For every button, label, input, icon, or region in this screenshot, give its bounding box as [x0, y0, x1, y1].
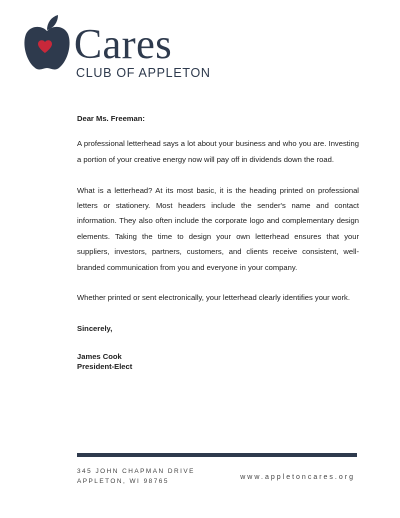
letter-closing: Sincerely,: [77, 324, 113, 334]
address-line-2: APPLETON, WI 98765: [77, 478, 169, 485]
letter-body: [77, 111, 359, 372]
address-line-1: 345 JOHN CHAPMAN DRIVE: [77, 468, 195, 475]
footer-divider: [77, 453, 357, 457]
letter-paragraph: Whether printed or sent electronically, your letterhead clearly identifies your work.: [77, 293, 350, 303]
letter-paragraph: A professional letterhead says a lot about your business and who you are. Investing a portion of your creative energy now will pay off in dividends down the road.: [77, 139, 359, 164]
apple-heart-icon: [22, 14, 72, 72]
signer-name: James Cook: [77, 352, 122, 362]
letter-paragraph: What is a letterhead? At its most basic, it is the heading printed on professional letters or stationery. Most headers include the sender's name and contact information. They also often include the corporate logo and complementary design elements. Taking the time to design your own letterhead ensures that your suppliers, investors, partners, customers, and clients receive consistent, well-branded communication from you and everyone in your company.: [77, 185, 359, 272]
brand-subtitle: CLUB OF APPLETON: [76, 66, 211, 80]
letterhead-logo: [22, 14, 72, 72]
signer-title: President-Elect: [77, 362, 133, 372]
footer-website[interactable]: www.appletoncares.org: [240, 474, 355, 481]
brand-name: Cares: [74, 22, 173, 68]
letter-greeting: Dear Ms. Freeman:: [77, 114, 145, 123]
signature-block: [77, 352, 359, 372]
footer-address: [77, 467, 195, 487]
